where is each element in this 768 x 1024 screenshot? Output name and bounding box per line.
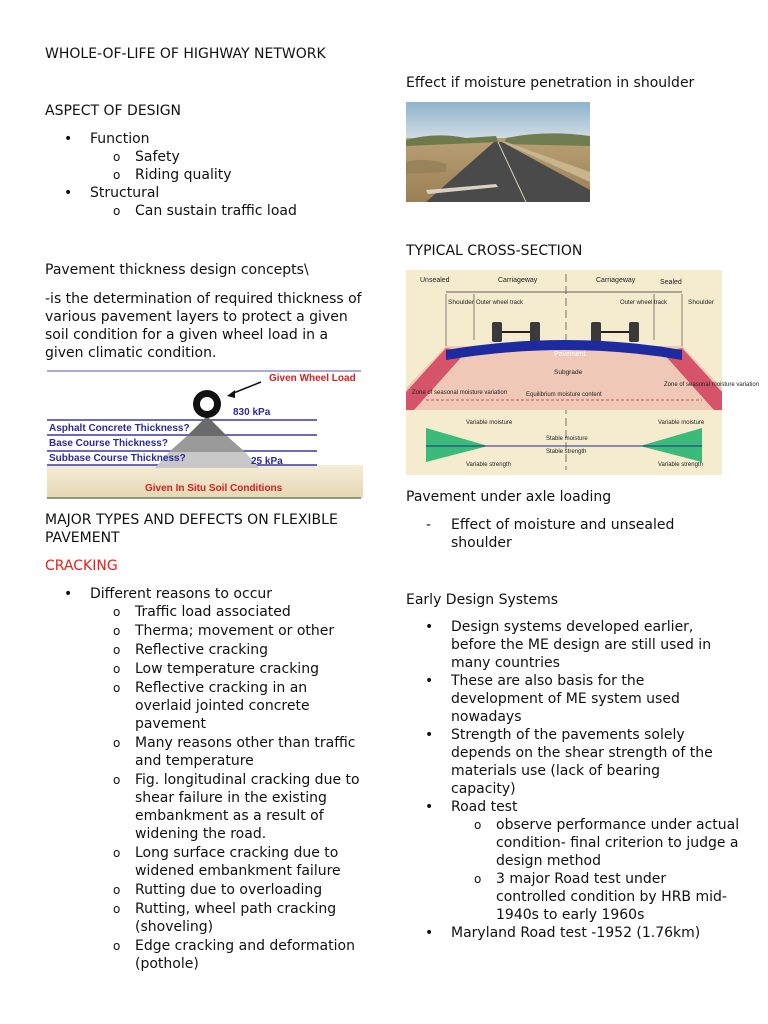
outer-wheel-right-label: Outer wheel track bbox=[620, 300, 668, 306]
shoulder-label-left: Shoulder bbox=[448, 299, 475, 306]
major-heading: MAJOR TYPES AND DEFECTS ON FLEXIBLE PAVEMENT bbox=[45, 512, 338, 546]
thickness-heading: Pavement thickness design concepts\ bbox=[45, 262, 309, 278]
aspect-heading: ASPECT OF DESIGN bbox=[45, 103, 182, 119]
list-item: • Function bbox=[45, 130, 370, 148]
pressure-top-label: 830 kPa bbox=[233, 407, 271, 418]
list-subitem: o Edge cracking and deformation (pothole) bbox=[45, 937, 367, 973]
cracking-list bbox=[45, 585, 370, 973]
list-item: • Design systems developed earlier, before the ME design are still used in many countries bbox=[406, 618, 716, 672]
axle-heading: Pavement under axle loading bbox=[406, 489, 612, 505]
early-list bbox=[406, 618, 740, 942]
list-subitem: o Many reasons other than traffic and temperature bbox=[45, 734, 367, 770]
cracking-heading: CRACKING bbox=[45, 558, 118, 574]
variable-strength-right-label: Variable strength bbox=[658, 462, 703, 468]
list-subitem: o Rutting, wheel path cracking (shoveling) bbox=[45, 900, 367, 936]
axle-dash-item: - Effect of moisture and unsealed shoulder bbox=[406, 516, 711, 552]
pavement-label: Pavement bbox=[554, 351, 586, 358]
cross-section-figure bbox=[406, 270, 760, 475]
thickness-figure bbox=[45, 368, 363, 500]
variable-moisture-right-label: Variable moisture bbox=[658, 420, 705, 426]
list-subitem: o Rutting due to overloading bbox=[45, 881, 370, 899]
page-title: WHOLE-OF-LIFE OF HIGHWAY NETWORK bbox=[45, 46, 326, 62]
soil-label: Given In Situ Soil Conditions bbox=[145, 483, 283, 494]
asphalt-label: Asphalt Concrete Thickness? bbox=[49, 423, 190, 434]
list-item: • Road test bbox=[406, 798, 716, 816]
variable-strength-left-label: Variable strength bbox=[466, 462, 511, 468]
equilibrium-label: Equilibrium moisture content bbox=[526, 392, 602, 398]
zone-left-label: Zone of seasonal moisture variation bbox=[412, 390, 508, 396]
unsealed-label: Unsealed bbox=[420, 277, 450, 284]
cross-heading: TYPICAL CROSS-SECTION bbox=[406, 243, 583, 259]
shoulder-label-right: Shoulder bbox=[688, 299, 715, 306]
wheel-load-label: Given Wheel Load bbox=[269, 373, 356, 384]
list-item: • Structural bbox=[45, 184, 370, 202]
stable-strength-label: Stable strength bbox=[546, 449, 587, 455]
outer-wheel-left-label: Outer wheel track bbox=[476, 300, 524, 306]
list-subitem: o Reflective cracking bbox=[45, 641, 370, 659]
pressure-bottom-label: 25 kPa bbox=[251, 456, 283, 467]
list-subitem: o Traffic load associated bbox=[45, 603, 370, 621]
sealed-label: Sealed bbox=[660, 279, 682, 286]
zone-right-label: Zone of seasonal moisture variation bbox=[664, 382, 760, 388]
early-heading: Early Design Systems bbox=[406, 592, 559, 608]
list-subitem: o Therma; movement or other bbox=[45, 622, 370, 640]
list-subitem: o Low temperature cracking bbox=[45, 660, 370, 678]
carriageway-label-2: Carriageway bbox=[596, 277, 636, 284]
list-subitem: o Reflective cracking in an overlaid jointed concrete pavement bbox=[45, 679, 360, 733]
base-label: Base Course Thickness? bbox=[49, 438, 168, 449]
list-subitem: o Riding quality bbox=[45, 166, 370, 184]
carriageway-label-1: Carriageway bbox=[498, 277, 538, 284]
list-item: • Maryland Road test -1952 (1.76km) bbox=[406, 924, 716, 942]
aspect-list bbox=[45, 130, 370, 220]
thickness-text: -is the determination of required thickness of various pavement layers to protect a given soil condition for a given wheel load in a given climatic condition. bbox=[45, 291, 362, 361]
subgrade-label: Subgrade bbox=[554, 369, 583, 376]
moisture-heading: Effect if moisture penetration in shoulder bbox=[406, 75, 695, 91]
list-subitem: o Long surface cracking due to widened embankment failure bbox=[45, 844, 367, 880]
list-subitem: o Fig. longitudinal cracking due to shear failure in the existing embankment as a result of widening the road. bbox=[45, 771, 367, 843]
list-subitem: o Safety bbox=[45, 148, 370, 166]
subbase-label: Subbase Course Thickness? bbox=[49, 453, 186, 464]
list-subitem: o observe performance under actual condition- final criterion to judge a design method bbox=[406, 816, 741, 870]
road-photo bbox=[406, 102, 590, 202]
list-item: • Different reasons to occur bbox=[45, 585, 370, 603]
list-item: • These are also basis for the development of ME system used nowadays bbox=[406, 672, 683, 726]
stable-moisture-label: Stable moisture bbox=[546, 436, 588, 442]
list-subitem: o 3 major Road test under controlled condition by HRB mid-1940s to early 1960s bbox=[406, 870, 731, 924]
variable-moisture-left-label: Variable moisture bbox=[466, 420, 513, 426]
list-subitem: o Can sustain traffic load bbox=[45, 202, 370, 220]
list-item: • Strength of the pavements solely depends on the shear strength of the materials use (lack of bearing capacity) bbox=[406, 726, 716, 798]
